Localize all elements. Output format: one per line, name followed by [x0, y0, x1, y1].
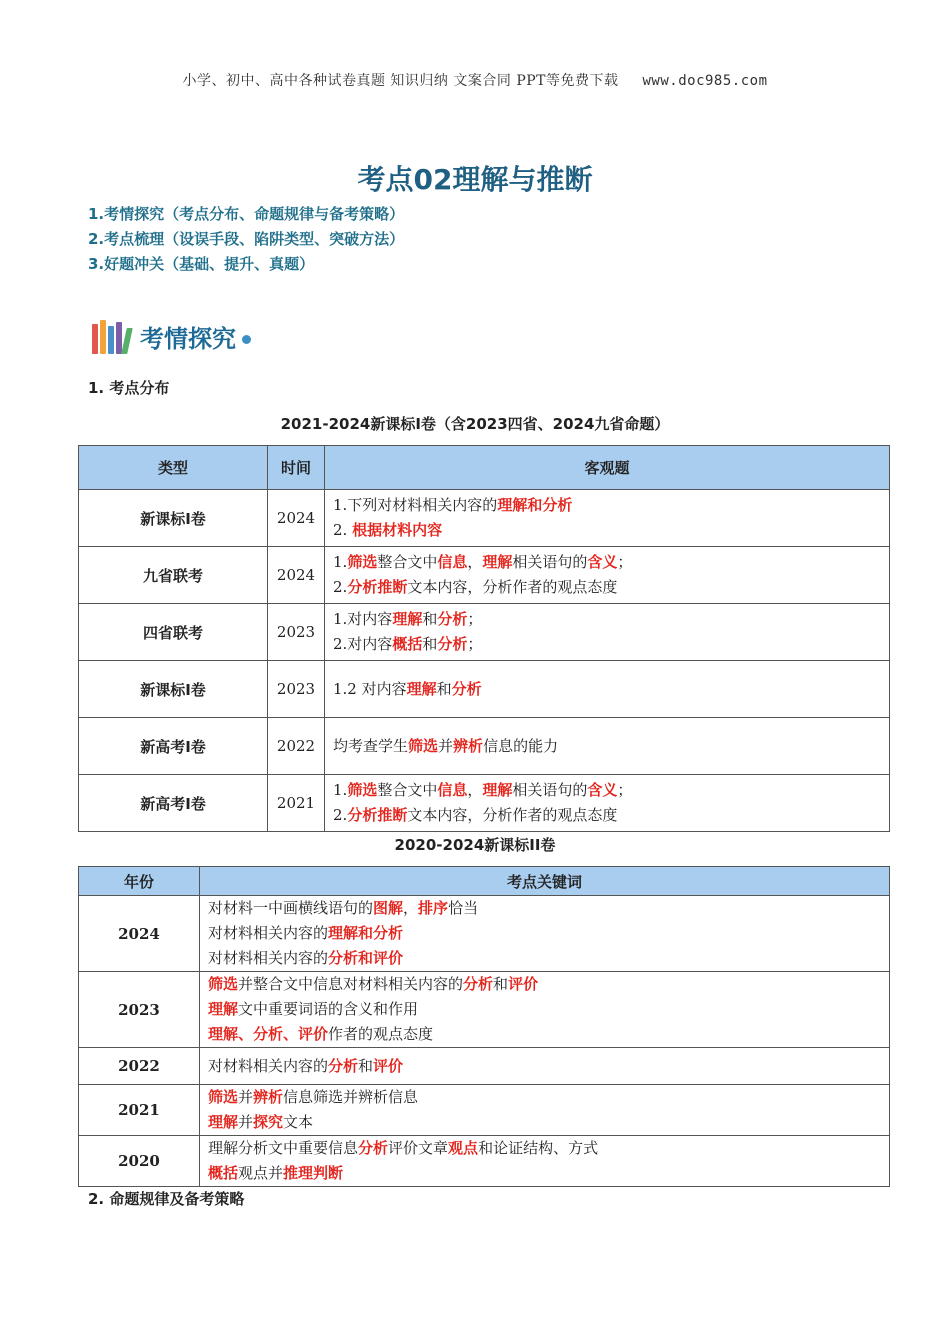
- plain-text: ；: [467, 635, 483, 653]
- column-header: 客观题: [325, 446, 890, 490]
- highlight-keyword: 概括: [392, 635, 423, 653]
- highlight-keyword: 辨析: [253, 1088, 284, 1106]
- table-row: [79, 1136, 890, 1187]
- plain-text: ；: [617, 553, 633, 571]
- highlight-keyword: 筛选: [347, 553, 378, 571]
- exam-year: 2023: [79, 972, 200, 1048]
- highlight-keyword: 信息: [437, 781, 468, 799]
- plain-text: 信息筛选并辨析信息: [283, 1088, 419, 1106]
- objective-question: [325, 490, 890, 547]
- exam-year: 2021: [79, 1085, 200, 1136]
- highlight-keyword: 理解: [482, 553, 513, 571]
- table-row: [79, 490, 890, 547]
- keywords-cell: [200, 972, 890, 1048]
- exam-type: 新高考Ⅰ卷: [79, 718, 268, 775]
- table-row: [79, 661, 890, 718]
- highlight-keyword: 根据材料内容: [352, 521, 443, 539]
- plain-text: 1.: [333, 553, 348, 571]
- exam-year: 2020: [79, 1136, 200, 1187]
- table-row: [79, 1085, 890, 1136]
- exam-year: 2024: [268, 490, 325, 547]
- highlight-keyword: 筛选: [208, 975, 239, 993]
- cell-line: [333, 778, 881, 803]
- cell-line: [208, 1136, 881, 1161]
- toc-item: 3.好题冲关（基础、提升、真题）: [88, 255, 315, 273]
- plain-text: 对材料相关内容的: [208, 1056, 329, 1075]
- highlight-keyword: 探究: [253, 1113, 284, 1131]
- cell-line: [333, 518, 881, 543]
- table-row: [79, 604, 890, 661]
- highlight-keyword: 排序: [418, 899, 449, 917]
- table-row: [79, 775, 890, 832]
- plain-text: 和: [422, 635, 438, 653]
- section-heading: 2. 命题规律及备考策略: [88, 1190, 245, 1208]
- cell-line: [208, 1022, 881, 1047]
- plain-text: 对材料相关内容的: [208, 949, 329, 967]
- distribution-table: [78, 445, 890, 832]
- toc-item: 1.考情探究（考点分布、命题规律与备考策略）: [88, 205, 405, 223]
- highlight-keyword: 评价: [373, 1056, 404, 1075]
- highlight-keyword: 理解和分析: [328, 924, 404, 942]
- plain-text: 并: [238, 1088, 254, 1106]
- cell-line: [333, 803, 881, 828]
- plain-text: 2.对内容: [333, 635, 393, 653]
- table-row: [79, 718, 890, 775]
- highlight-keyword: 筛选: [408, 736, 439, 755]
- plain-text: 作者的观点态度: [328, 1025, 434, 1043]
- keywords-table: [78, 866, 890, 1187]
- highlight-keyword: 辨析: [453, 736, 484, 755]
- plain-text: 并整合文中信息对材料相关内容的: [238, 975, 464, 993]
- section-banner: [92, 316, 251, 356]
- cell-line: [208, 896, 881, 921]
- page-title: 考点02理解与推断: [357, 163, 593, 196]
- highlight-keyword: 分析: [437, 610, 468, 628]
- highlight-keyword: 理解: [208, 1113, 239, 1131]
- highlight-keyword: 分析推断: [347, 578, 408, 596]
- highlight-keyword: 图解: [373, 899, 404, 917]
- table-row: [79, 1048, 890, 1085]
- objective-question: [325, 718, 890, 775]
- highlight-keyword: 理解和分析: [497, 496, 573, 514]
- cell-line: [208, 972, 881, 997]
- cell-line: [208, 921, 881, 946]
- plain-text: 和: [493, 975, 509, 993]
- objective-question: [325, 604, 890, 661]
- plain-text: 2.: [333, 806, 348, 824]
- cell-line: [208, 946, 881, 971]
- highlight-keyword: 概括: [208, 1164, 239, 1182]
- cell-line: [208, 1161, 881, 1186]
- highlight-keyword: 分析: [358, 1139, 389, 1157]
- cell-line: [208, 1110, 881, 1135]
- highlight-keyword: 理解: [208, 1000, 239, 1018]
- plain-text: 整合文中: [377, 781, 438, 799]
- keywords-cell: [200, 1048, 890, 1085]
- highlight-keyword: 理解: [392, 610, 423, 628]
- objective-question: [325, 547, 890, 604]
- exam-type: 九省联考: [79, 547, 268, 604]
- plain-text: 并: [438, 736, 454, 755]
- plain-text: ，: [403, 899, 419, 917]
- plain-text: 和: [358, 1056, 374, 1075]
- exam-year: 2023: [268, 604, 325, 661]
- column-header: 考点关键词: [200, 867, 890, 896]
- keywords-cell: [200, 1136, 890, 1187]
- toc-item: 2.考点梳理（设误手段、陷阱类型、突破方法）: [88, 230, 405, 248]
- cell-line: [333, 677, 881, 702]
- plain-text: 1.下列对材料相关内容的: [333, 496, 498, 514]
- highlight-keyword: 分析: [451, 679, 482, 698]
- plain-text: 文本内容，分析作者的观点态度: [407, 578, 618, 596]
- watermark-text: 小学、初中、高中各种试卷真题 知识归纳 文案合同 PPT等免费下载: [182, 73, 619, 89]
- plain-text: 理解分析文中重要信息: [208, 1139, 359, 1157]
- highlight-keyword: 理解、分析、评价: [208, 1025, 329, 1043]
- plain-text: ，: [467, 553, 483, 571]
- highlight-keyword: 分析: [328, 1056, 359, 1075]
- exam-type: 新课标Ⅰ卷: [79, 661, 268, 718]
- cell-line: [333, 632, 881, 657]
- plain-text: 恰当: [448, 899, 479, 917]
- table-row: [79, 972, 890, 1048]
- keywords-cell: [200, 1085, 890, 1136]
- watermark: [0, 70, 950, 90]
- objective-question: [325, 661, 890, 718]
- exam-year: 2022: [79, 1048, 200, 1085]
- highlight-keyword: 观点: [448, 1139, 479, 1157]
- objective-question: [325, 775, 890, 832]
- highlight-keyword: 理解: [406, 679, 437, 698]
- plain-text: ，: [467, 781, 483, 799]
- exam-year: 2023: [268, 661, 325, 718]
- table-row: [79, 896, 890, 972]
- table-row: [79, 547, 890, 604]
- highlight-keyword: 推理判断: [283, 1164, 344, 1182]
- banner-title: 考情探究: [140, 324, 236, 353]
- cell-line: [333, 575, 881, 600]
- highlight-keyword: 筛选: [347, 781, 378, 799]
- highlight-keyword: 含义: [587, 553, 618, 571]
- highlight-keyword: 分析: [463, 975, 494, 993]
- plain-text: 信息的能力: [483, 736, 559, 755]
- plain-text: 1.对内容: [333, 610, 393, 628]
- column-header: 年份: [79, 867, 200, 896]
- plain-text: 对材料相关内容的: [208, 924, 329, 942]
- keywords-cell: [200, 896, 890, 972]
- plain-text: 1.: [333, 781, 348, 799]
- plain-text: 2.: [333, 521, 353, 539]
- watermark-url[interactable]: www.doc985.com: [642, 73, 768, 89]
- banner-dot-icon: [242, 335, 251, 344]
- exam-year: 2024: [268, 547, 325, 604]
- highlight-keyword: 分析: [437, 635, 468, 653]
- cell-line: [333, 734, 881, 759]
- plain-text: 文本内容，分析作者的观点态度: [407, 806, 618, 824]
- cell-line: [208, 1054, 881, 1079]
- plain-text: 对材料一中画横线语句的: [208, 899, 374, 917]
- table2-caption: 2020-2024新课标II卷: [394, 836, 556, 854]
- exam-year: 2021: [268, 775, 325, 832]
- plain-text: 2.: [333, 578, 348, 596]
- cell-line: [208, 997, 881, 1022]
- cell-line: [333, 550, 881, 575]
- plain-text: ；: [617, 781, 633, 799]
- highlight-keyword: 信息: [437, 553, 468, 571]
- plain-text: 1.2 对内容: [333, 679, 407, 698]
- plain-text: 评价文章: [388, 1139, 449, 1157]
- exam-type: 四省联考: [79, 604, 268, 661]
- cell-line: [333, 607, 881, 632]
- cell-line: [333, 493, 881, 518]
- exam-year: 2022: [268, 718, 325, 775]
- highlight-keyword: 理解: [482, 781, 513, 799]
- plain-text: ；: [467, 610, 483, 628]
- plain-text: 观点并: [238, 1164, 284, 1182]
- exam-type: 新高考Ⅰ卷: [79, 775, 268, 832]
- plain-text: 文本: [283, 1113, 314, 1131]
- highlight-keyword: 分析和评价: [328, 949, 404, 967]
- books-icon: [92, 318, 132, 354]
- highlight-keyword: 分析推断: [347, 806, 408, 824]
- plain-text: 相关语句的: [512, 781, 588, 799]
- plain-text: 整合文中: [377, 553, 438, 571]
- cell-line: [208, 1085, 881, 1110]
- table1-caption: 2021-2024新课标Ⅰ卷（含2023四省、2024九省命题）: [280, 415, 670, 433]
- highlight-keyword: 筛选: [208, 1088, 239, 1106]
- exam-type: 新课标Ⅰ卷: [79, 490, 268, 547]
- column-header: 类型: [79, 446, 268, 490]
- column-header: 时间: [268, 446, 325, 490]
- exam-year: 2024: [79, 896, 200, 972]
- highlight-keyword: 含义: [587, 781, 618, 799]
- plain-text: 和: [422, 610, 438, 628]
- plain-text: 相关语句的: [512, 553, 588, 571]
- highlight-keyword: 评价: [508, 975, 539, 993]
- plain-text: 和: [436, 679, 452, 698]
- plain-text: 文中重要词语的含义和作用: [238, 1000, 419, 1018]
- plain-text: 并: [238, 1113, 254, 1131]
- section-heading: 1. 考点分布: [88, 379, 170, 397]
- table-of-contents: [88, 202, 404, 277]
- plain-text: 均考查学生: [333, 736, 409, 755]
- plain-text: 和论证结构、方式: [478, 1139, 599, 1157]
